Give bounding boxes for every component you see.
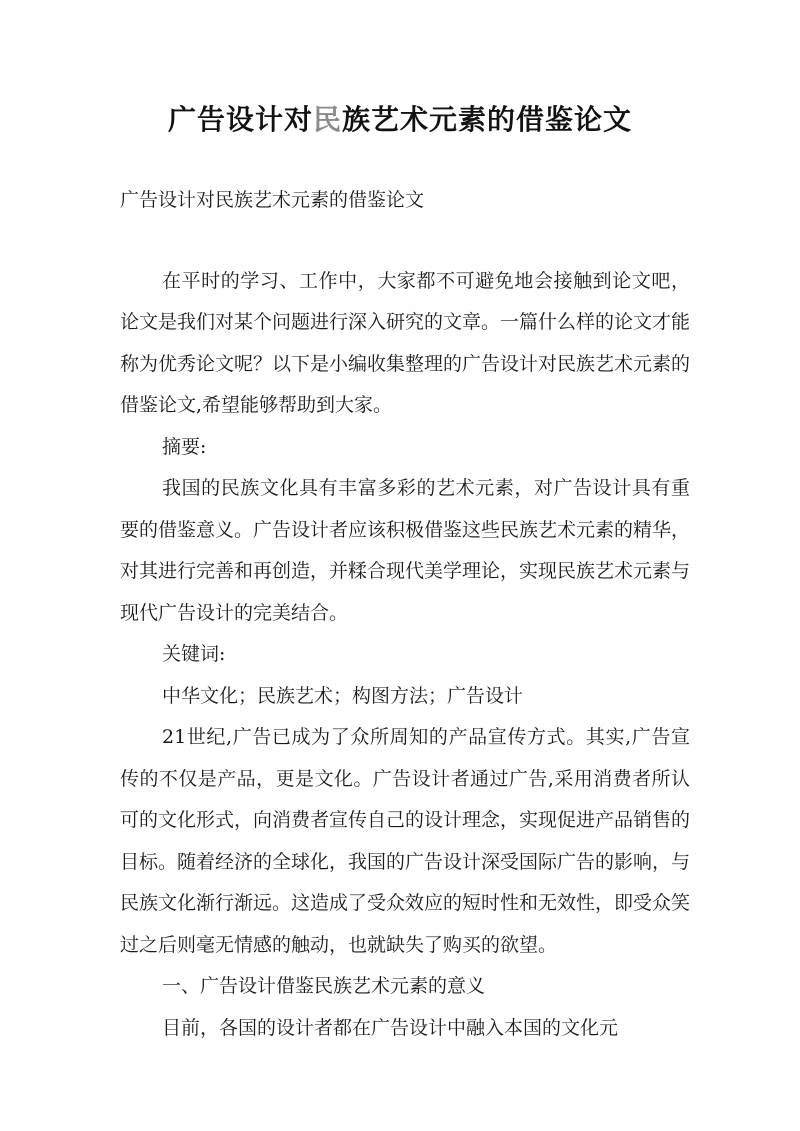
document-body (120, 180, 690, 1049)
title-highlighted-char: 民 (312, 103, 342, 136)
paragraph-intro: 在平时的学习、工作中，大家都不可避免地会接触到论文吧，论文是我们对某个问题进行深入研究的文章。一篇什么样的论文才能称为优秀论文呢？以下是小编收集整理的广告设计对民族艺术元素的借鉴论文,希望能够帮助到大家。 (120, 269, 691, 416)
keywords-heading: 关键词: (162, 643, 226, 665)
document-title (0, 96, 800, 144)
keywords-list: 中华文化；民族艺术；构图方法；广告设计 (162, 684, 524, 707)
title-part-1: 广告设计对 (167, 103, 313, 136)
paragraph-section-1: 目前，各国的设计者都在广告设计中融入本国的文化元 (162, 1016, 619, 1039)
section-heading-1: 一、广告设计借鉴民族艺术元素的意义 (162, 975, 486, 997)
paragraph-abstract: 我国的民族文化具有丰富多彩的艺术元素，对广告设计具有重要的借鉴意义。广告设计者应该积极借鉴这些民族艺术元素的精华，对其进行完善和再创造，并糅合现代美学理论，实现民族艺术元素与现代广告设计的完美结合。 (120, 477, 691, 624)
title-part-2: 族艺术元素的借鉴论文 (342, 103, 633, 136)
paragraph-background: 21世纪,广告已成为了众所周知的产品宣传方式。其实,广告宣传的不仅是产品，更是文化。广告设计者通过广告,采用消费者所认可的文化形式，向消费者宣传自己的设计理念，实现促进产品销售的目标。随着经济的全球化，我国的广告设计深受国际广告的影响，与民族文化渐行渐远。这造成了受众效应的短时性和无效性，即受众笑过之后则毫无情感的触动，也就缺失了购买的欲望。 (120, 726, 691, 956)
abstract-heading: 摘要: (162, 435, 207, 458)
document-subtitle: 广告设计对民族艺术元素的借鉴论文 (120, 189, 425, 211)
